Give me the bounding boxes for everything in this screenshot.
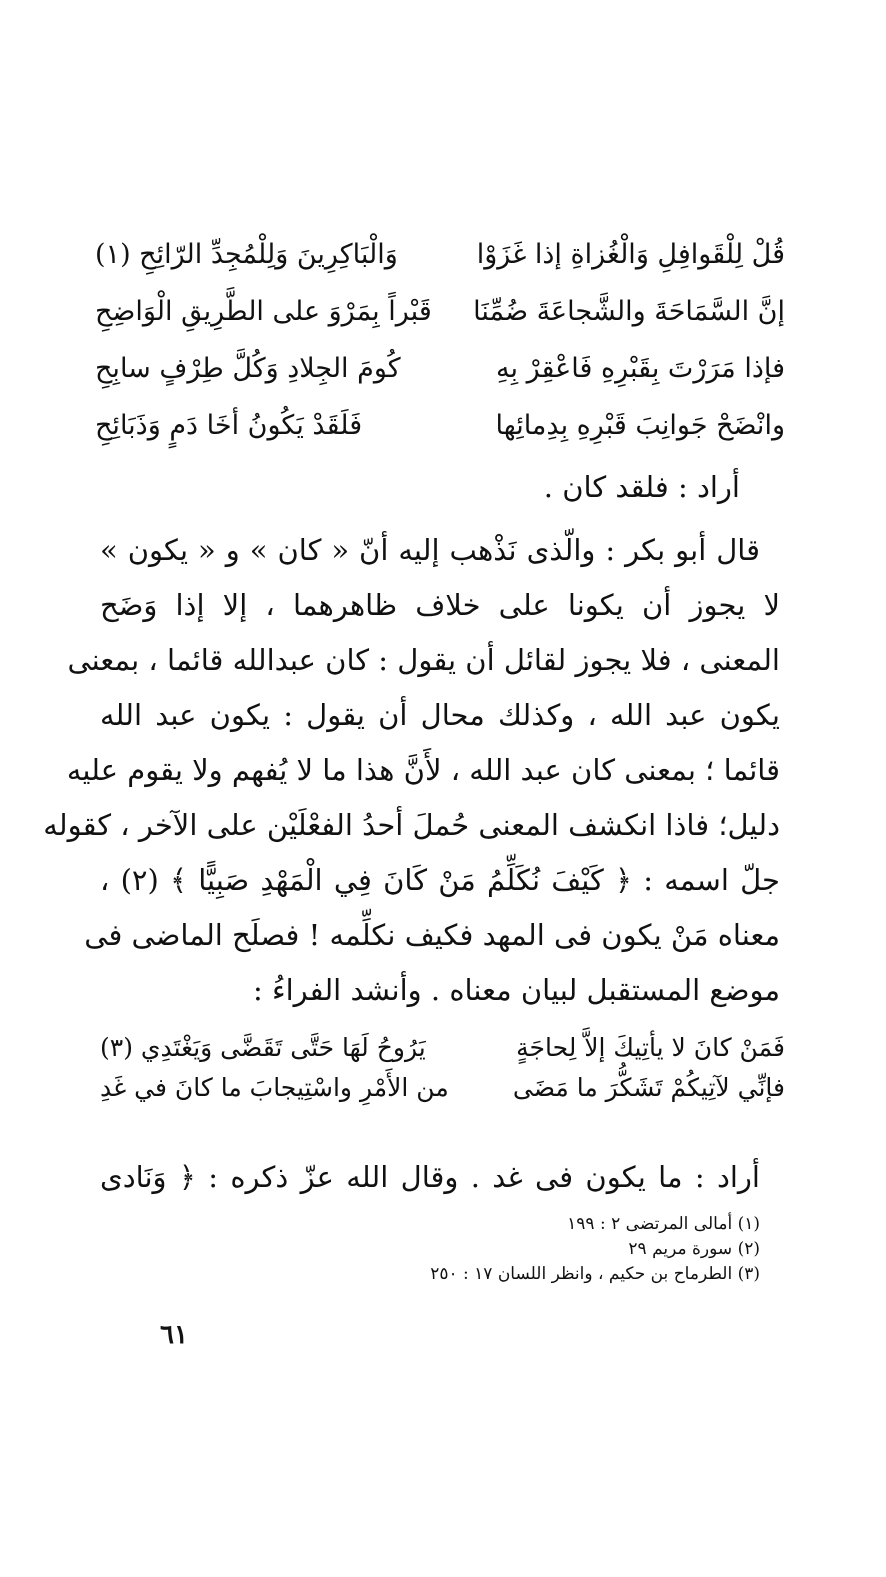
verse-line	[95, 226, 785, 283]
prose-line: لا يجوز أن يكونا على خلاف ظاهرهما ، إلا إذا وَضَح	[100, 588, 780, 622]
prose-line: دليل؛ فاذا انكشف المعنى حُملَ أحدُ الفعْلَيْن على الآخر ، كقوله	[43, 808, 780, 842]
prose-block	[100, 1150, 780, 1205]
poem-block	[95, 226, 785, 454]
verse-second-hemistich: وَالْبَاكِرِينَ وَلِلْمُجِدِّ الرّائِحِ (١)	[95, 239, 398, 270]
verse-second-hemistich: يَرُوحُ لَهَا حَتَّى تَقَضَّى وَيَغْتَدِي (٣)	[100, 1033, 426, 1062]
prose-line: المعنى ، فلا يجوز لقائل أن يقول : كان عبدالله قائما ، بمعنى	[67, 643, 780, 677]
verse-second-hemistich: قَبْراً بِمَرْوَ على الطَّرِيقِ الْوَاضِحِ	[95, 296, 432, 327]
verse-first-hemistich: وانْضَحْ جَوانِبَ قَبْرِهِ بِدِمائِها	[495, 410, 785, 441]
verse-line	[95, 283, 785, 340]
verse-line	[95, 340, 785, 397]
verse-second-hemistich: فَلَقَدْ يَكُونُ أخَا دَمٍ وَذَبَائِحِ	[95, 410, 363, 441]
prose-line: قائما ؛ بمعنى كان عبد الله ، لأَنَّ هذا ما لا يُفهم ولا يقوم عليه	[66, 753, 780, 787]
prose-line: أراد : فلقد كان .	[543, 470, 740, 504]
verse-line	[95, 397, 785, 454]
verse-first-hemistich: قُلْ لِلْقَوافِلِ وَالْغُزاةِ إذا غَزَوْا	[476, 239, 785, 270]
footnote: (١) أمالى المرتضى ٢ : ١٩٩	[567, 1214, 760, 1234]
prose-line: أراد : ما يكون فى غد . وقال الله عزّ ذكره : ﴿ وَنَادى	[100, 1160, 760, 1194]
footnotes	[360, 1212, 760, 1287]
verse-second-hemistich: من الأَمْرِ واسْتِيجابَ ما كانَ في غَدِ	[100, 1073, 449, 1102]
poem-block	[100, 1028, 785, 1108]
prose-line: موضع المستقبل لبيان معناه . وأنشد الفراءُ :	[252, 973, 780, 1007]
prose-line: جلّ اسمه : ﴿ كَيْفَ نُكَلِّمُ مَنْ كَانَ فِي الْمَهْدِ صَبِيًّا ﴾ (٢) ،	[100, 863, 780, 897]
footnote: (٣) الطرماح بن حكيم ، وانظر اللسان ١٧ : ٢٥٠	[430, 1264, 760, 1284]
footnote: (٢) سورة مريم ٢٩	[628, 1239, 760, 1259]
verse-first-hemistich: إنَّ السَّمَاحَةَ والشَّجاعَةَ ضُمِّنَا	[473, 296, 785, 327]
prose-line: قال أبو بكر : والّذى نَذْهب إليه أنّ « كان » و « يكون »	[100, 533, 760, 567]
verse-first-hemistich: فإنِّي لآتِيكُمْ تَشَكُّرَ ما مَضَى	[512, 1073, 785, 1102]
verse-line	[100, 1068, 785, 1108]
verse-second-hemistich: كُومَ الجِلادِ وَكُلَّ طِرْفٍ سابِحِ	[95, 353, 401, 384]
prose-line: يكون عبد الله ، وكذلك محال أن يقول : يكون عبد الله	[100, 698, 780, 732]
prose-line: معناه مَنْ يكون فى المهد فكيف نكلِّمه ! فصلَح الماضى فى	[84, 918, 780, 952]
verse-line	[100, 1028, 785, 1068]
prose-block	[43, 460, 780, 1018]
verse-first-hemistich: فَمَنْ كانَ لا يأتِيكَ إلاَّ لِحاجَةٍ	[516, 1033, 785, 1062]
verse-first-hemistich: فإذا مَرَرْتَ بِقَبْرِهِ فَاعْقِرْ بِهِ	[496, 353, 785, 384]
page-number: ٦١	[160, 1320, 188, 1350]
